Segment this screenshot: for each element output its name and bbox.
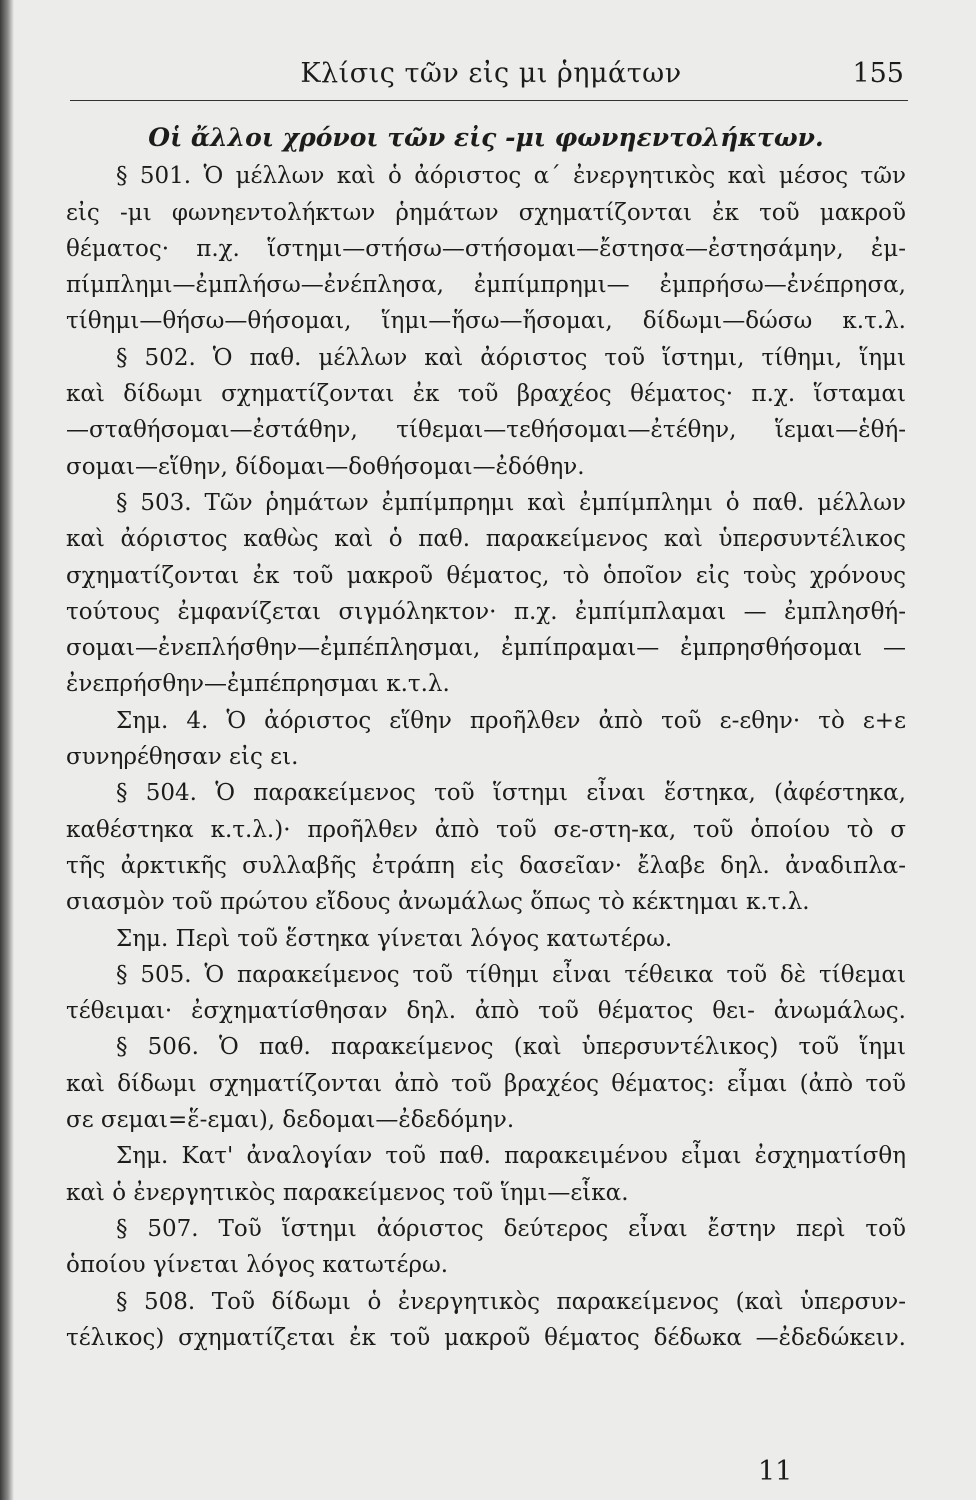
text-line: τούτους ἐμφανίζεται σιγμόληκτον· π.χ. ἐμπίμπλαμαι — ἐμπλησθή- [66, 598, 906, 625]
text-line: σομαι—εἵθην, δίδομαι—δοθήσομαι—ἐδόθην. [66, 453, 585, 480]
note-line: Σημ. Περὶ τοῦ ἕστηκα γίνεται λόγος κατωτέρω. [116, 925, 673, 952]
text-line: εἰς -μι φωνηεντολήκτων ῥημάτων σχηματίζονται ἐκ τοῦ μακροῦ [66, 199, 906, 226]
page-header [78, 58, 904, 98]
text-line: τῆς ἀρκτικῆς συλλαβῆς ἐτράπη εἰς δασεῖαν· ἔλαβε δηλ. ἀναδιπλα- [66, 852, 906, 879]
text-line: τέθειμαι· ἐσχηματίσθησαν δηλ. ἀπὸ τοῦ θέματος θει- ἀνωμάλως. [66, 998, 906, 1025]
text-line: § 501. Ὁ μέλλων καὶ ὁ ἀόριστος α΄ ἐνεργητικὸς καὶ μέσος τῶν [116, 163, 906, 190]
text-line: § 503. Τῶν ῥημάτων ἐμπίμπρημι καὶ ἐμπίμπλημι ὁ παθ. μέλλων [116, 489, 906, 516]
text-line: πίμπλημι—ἐμπλήσω—ἐνέπλησα, ἐμπίμπρημι— ἐμπρήσω—ἐνέπρησα, [66, 272, 906, 299]
text-line: § 504. Ὁ παρακείμενος τοῦ ἵστημι εἶναι ἕστηκα, (ἀφέστηκα, [116, 780, 906, 807]
text-line: συνηρέθησαν εἰς ει. [66, 744, 299, 771]
text-line: καὶ δίδωμι σχηματίζονται ἀπὸ τοῦ βραχέος θέματος: εἶμαι (ἀπὸ τοῦ [66, 1070, 906, 1097]
running-title: Κλίσις τῶν εἰς μι ῥημάτων [300, 58, 682, 89]
text-line: τίθημι—θήσω—θήσομαι, ἵημι—ἥσω—ἥσομαι, δίδωμι—δώσω κ.τ.λ. [66, 308, 906, 335]
section-heading: Οἱ ἄλλοι χρόνοι τῶν εἰς -μι φωνηεντολήκτων. [148, 123, 824, 152]
text-line: σχηματίζονται ἐκ τοῦ μακροῦ θέματος, τὸ ὁποῖον εἰς τοὺς χρόνους [66, 562, 906, 589]
text-line: καὶ ὁ ἐνεργητικὸς παρακείμενος τοῦ ἵημι—εἷκα. [66, 1179, 629, 1206]
note-line: Σημ. Κατ' ἀναλογίαν τοῦ παθ. παρακειμένου εἶμαι ἐσχηματίσθη [116, 1143, 906, 1170]
text-line: θέματος· π.χ. ἵστημι—στήσω—στήσομαι—ἔστησα—ἐστησάμην, ἐμ- [66, 235, 906, 262]
text-line: καὶ ἀόριστος καθὼς καὶ ὁ παθ. παρακείμενος καὶ ὑπερσυντέλικος [66, 526, 906, 553]
text-line: ἐνεπρήσθην—ἐμπέπρησμαι κ.τ.λ. [66, 671, 450, 698]
text-line: § 506. Ὁ παθ. παρακείμενος (καὶ ὑπερσυντέλικος) τοῦ ἵημι [116, 1034, 906, 1061]
text-line: § 505. Ὁ παρακείμενος τοῦ τίθημι εἶναι τέθεικα τοῦ δὲ τίθεμαι [116, 961, 906, 988]
header-rule [70, 100, 908, 101]
text-line: καθέστηκα κ.τ.λ.)· προῆλθεν ἀπὸ τοῦ σε-στη-κα, τοῦ ὁποίου τὸ σ [66, 816, 906, 843]
text-line: σιασμὸν τοῦ πρώτου εἴδους ἀνωμάλως ὅπως τὸ κέκτημαι κ.τ.λ. [66, 889, 810, 916]
signature-mark: 11 [758, 1456, 793, 1487]
text-line: —σταθήσομαι—ἐστάθην, τίθεμαι—τεθήσομαι—ἐτέθην, ἵεμαι—ἑθή- [66, 417, 906, 444]
note-line: Σημ. 4. Ὁ ἀόριστος εἵθην προῆλθεν ἀπὸ τοῦ ε-εθην· τὸ ε+ε [116, 707, 906, 734]
text-line: § 508. Τοῦ δίδωμι ὁ ἐνεργητικὸς παρακείμενος (καὶ ὑπερσυν- [116, 1288, 906, 1315]
body-text [66, 116, 906, 1356]
page-edge-shadow [0, 0, 14, 1500]
text-line: § 507. Τοῦ ἵστημι ἀόριστος δεύτερος εἶναι ἔστην περὶ τοῦ [116, 1215, 906, 1242]
text-line: σομαι—ἐνεπλήσθην—ἐμπέπλησμαι, ἐμπίπραμαι— ἐμπρησθήσομαι — [66, 635, 906, 662]
text-line: ὁποίου γίνεται λόγος κατωτέρω. [66, 1252, 449, 1279]
text-line: § 502. Ὁ παθ. μέλλων καὶ ἀόριστος τοῦ ἵστημι, τίθημι, ἵημι [116, 344, 906, 371]
page-number: 155 [852, 58, 904, 89]
text-line: τέλικος) σχηματίζεται ἐκ τοῦ μακροῦ θέματος δέδωκα —ἐδεδώκειν. [66, 1324, 906, 1351]
text-line: καὶ δίδωμι σχηματίζονται ἐκ τοῦ βραχέος θέματος· π.χ. ἵσταμαι [66, 381, 906, 408]
text-line: σε σεμαι=ἕ-εμαι), δεδομαι—ἐδεδόμην. [66, 1107, 515, 1134]
